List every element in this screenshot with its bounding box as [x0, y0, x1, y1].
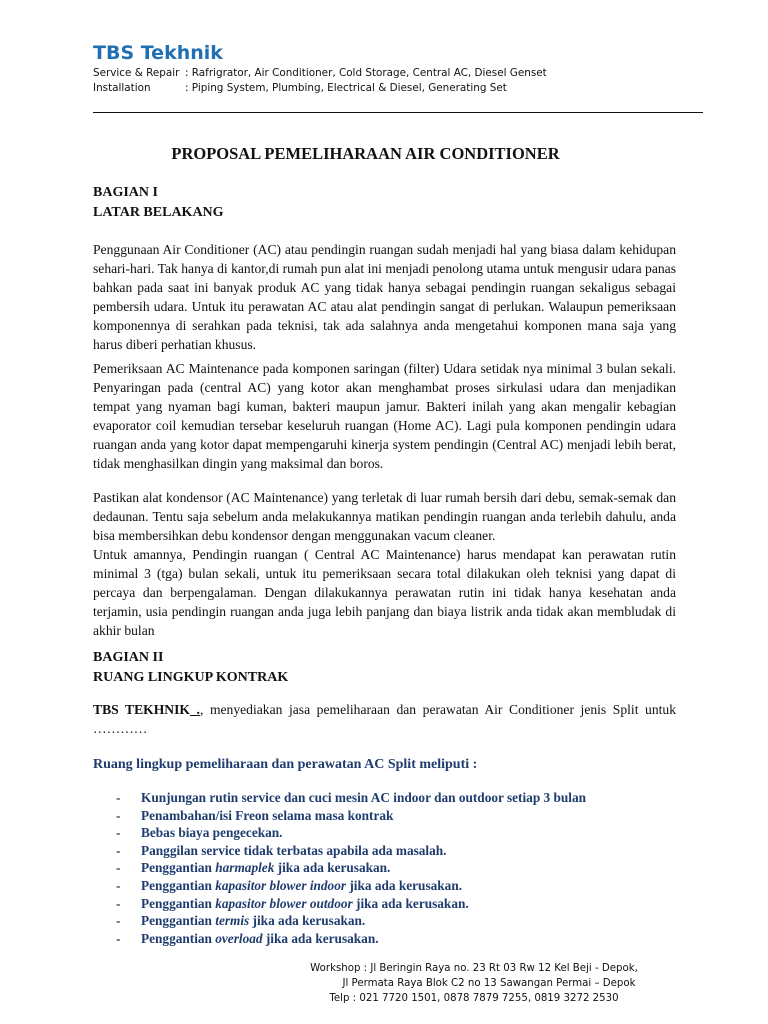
item-suffix: jika ada kerusakan.: [249, 913, 366, 929]
item-text: Penggantian: [141, 895, 216, 911]
paragraph-1: Penggunaan Air Conditioner (AC) atau pendingin ruangan sudah menjadi hal yang biasa dalam kehidupan sehari-hari. Tak hanya di kantor,di rumah pun alat ini menjadi penolong utama untuk mengusir udara panas bahkan pada saat ini banyak produk AC yang tidak hanya sebagai pendingin ruangan sekaligus sebagai pembersih udara. Untuk itu perawatan AC atau alat pendingin sangat di perlukan. Walaupun pemeriksaan komponennya di serahkan pada teknisi, tak ada salahnya anda mengetahui komponen mana saja yang harus diberi perhatian khusus.: [93, 242, 676, 353]
header-divider: [93, 112, 703, 113]
list-item: [116, 789, 586, 807]
item-emphasis: kapasitor blower outdoor: [215, 895, 353, 911]
item-emphasis: termis: [215, 913, 250, 929]
company-name: TBS Tekhnik: [93, 42, 223, 64]
installation-label: Installation: [93, 82, 151, 94]
list-bullet: -: [116, 842, 121, 858]
list-item: [116, 877, 586, 895]
footer-address: [274, 961, 674, 1006]
list-bullet: -: [116, 877, 121, 893]
list-item: [116, 824, 586, 842]
list-bullet: -: [116, 860, 121, 876]
item-text: Penggantian: [141, 877, 216, 893]
list-bullet: -: [116, 807, 121, 823]
list-item: [116, 807, 586, 825]
installation-row: [93, 81, 705, 96]
footer-phone: Telp : 021 7720 1501, 0878 7879 7255, 0819 3272 2530: [329, 993, 619, 1004]
item-text: Penggantian: [141, 860, 216, 876]
service-row: [93, 66, 705, 81]
list-bullet: -: [116, 895, 121, 911]
item-text: Penambahan/isi Freon selama masa kontrak: [141, 807, 394, 823]
item-emphasis: harmaplek: [215, 860, 275, 876]
document-title: PROPOSAL PEMELIHARAAN AIR CONDITIONER: [171, 144, 560, 163]
paragraph-4: Untuk amannya, Pendingin ruangan ( Central AC Maintenance) harus mendapat kan perawatan rutin minimal 3 (tga) bulan sekali, untuk itu pemeriksaan secara total dilakukan oleh teknisi yang dapat di percaya dan berpengalaman. Dengan dilakukannya perawatan rutin ini tidak hanya kesehatan anda terjamin, usia pendingin ruangan anda juga lebih panjang dan biaya listrik anda tidak akan membludak di akhir bulan: [93, 547, 676, 639]
service-value: : Rafrigrator, Air Conditioner, Cold Storage, Central AC, Diesel Genset: [185, 67, 547, 79]
list-item: [116, 930, 586, 948]
list-bullet: -: [116, 913, 121, 929]
list-item: [116, 859, 586, 877]
contract-intro: [93, 700, 676, 738]
list-bullet: -: [116, 930, 121, 946]
list-bullet: -: [116, 825, 121, 841]
service-label: Service & Repair: [93, 67, 180, 79]
item-emphasis: overload: [215, 930, 263, 946]
section1-part: BAGIAN I: [93, 185, 158, 200]
item-suffix: jika ada kerusakan.: [346, 877, 463, 893]
item-suffix: jika ada kerusakan.: [262, 930, 379, 946]
footer-branch: Jl Permata Raya Blok C2 no 13 Sawangan Permai – Depok: [342, 978, 636, 989]
installation-value: : Piping System, Plumbing, Electrical & Diesel, Generating Set: [185, 82, 507, 94]
letterhead: [93, 40, 705, 96]
section2-heading: RUANG LINGKUP KONTRAK: [93, 670, 289, 685]
item-text: Kunjungan rutin service dan cuci mesin AC indoor dan outdoor setiap 3 bulan: [141, 790, 587, 805]
item-text: Panggilan service tidak terbatas apabila ada masalah.: [141, 842, 447, 858]
scope-list: [116, 789, 586, 947]
contract-intro-text: , menyediakan jasa pemeliharaan dan perawatan Air Conditioner jenis Split untuk …………: [93, 702, 677, 737]
item-text: Bebas biaya pengecekan.: [141, 825, 283, 841]
list-bullet: -: [116, 790, 121, 805]
scope-title: Ruang lingkup pemeliharaan dan perawatan AC Split meliputi :: [93, 757, 478, 772]
item-text: Penggantian: [141, 930, 216, 946]
list-item: [116, 912, 586, 930]
item-emphasis: kapasitor blower indoor: [215, 877, 347, 893]
company-ref: TBS TEKHNIK: [93, 702, 190, 717]
footer-workshop: Workshop : Jl Beringin Raya no. 23 Rt 03 Rw 12 Kel Beji - Depok,: [310, 963, 638, 974]
paragraph-2: Pemeriksaan AC Maintenance pada komponen saringan (filter) Udara setidak nya minimal 3 bulan sekali. Penyaringan pada (central AC) yang kotor akan menghambat proses sirkulasi udara dan menjadikan tempat yang nyaman bagi kuman, bakteri maupun jamur. Bakteri inilah yang akan mengalir kebagian evaporator coil kemudian tersebar keseluruh ruangan (Home AC). Lagi pula komponen pendingin udara ruangan anda yang kotor dapat mempengaruhi kinerja system pendingin (Central AC) menjadi lebih berat, tidak menghasilkan dingin yang maksimal dan boros.: [93, 361, 676, 472]
list-item: [116, 842, 586, 860]
item-suffix: jika ada kerusakan.: [274, 860, 391, 876]
list-item: [116, 895, 586, 913]
section2-part: BAGIAN II: [93, 650, 164, 665]
paragraph-3: Pastikan alat kondensor (AC Maintenance) yang terletak di luar rumah bersih dari debu, semak-semak dan dedaunan. Tentu saja sebelum anda melakukannya matikan pendingin ruangan anda terlebih dahulu, anda bisa membersihkan debu kondensor dengan menggunakan vacum cleaner.: [93, 490, 676, 544]
item-suffix: jika ada kerusakan.: [352, 895, 469, 911]
company-ref-mark: .: [189, 702, 200, 717]
section1-heading: LATAR BELAKANG: [93, 205, 224, 220]
item-text: Penggantian: [141, 913, 216, 929]
